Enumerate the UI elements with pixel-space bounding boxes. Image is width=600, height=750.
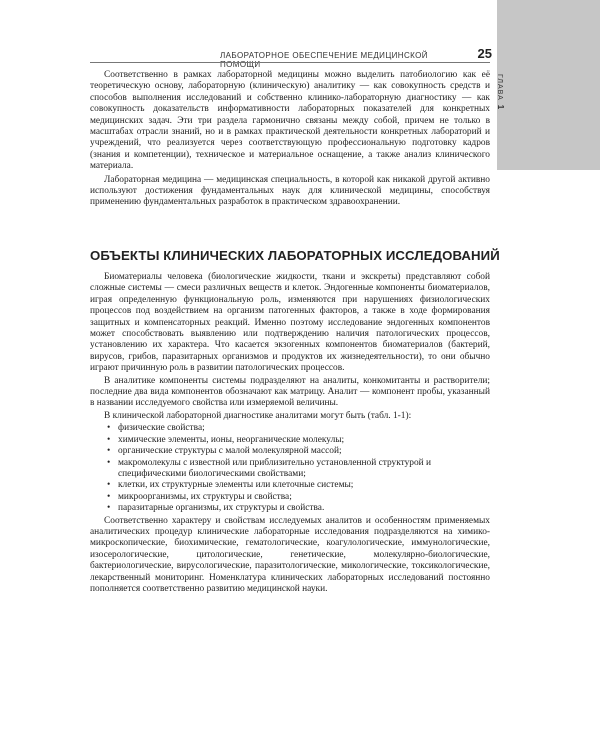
list-item: • макромолекулы с известной или приблизительно установленной структурой и специфическими биологическими свойствами; [118,458,490,481]
paragraph: Соответственно в рамках лабораторной медицины можно выделить патобиологию как её теоретическую основу, лабораторную (клиническую) аналитику — как совокупность средств и способов выполнения исследований и собственно клинико-лабораторную диагностику — как совокупность доказательств информативности лабораторных показателей для конкретных медицинских задач. Эти три раздела гармонично связаны между собой, причем не только в масштабах отрасли знаний, но и в рамках практической деятельности конкретных лабораторий и учреждений, что реализуется через соответствующую профессиональную подготовку кадров (знания и компетенции), техническое и материальное оснащение, а также анализ клинического материала. [90,70,490,172]
chapter-tab [497,0,600,170]
list-item: • физические свойства; [118,423,490,434]
chapter-tab-label [496,74,505,110]
chapter-label: ГЛАВА [496,74,503,101]
list-item: • органические структуры с малой молекулярной массой; [118,446,490,457]
list-item: • паразитарные организмы, их структуры и свойства. [118,503,490,514]
running-header [220,46,492,69]
intro-text [90,70,490,211]
list-item: • химические элементы, ионы, неорганические молекулы; [118,435,490,446]
list-item: • микроорганизмы, их структуры и свойства; [118,492,490,503]
paragraph: В клинической лабораторной диагностике аналитами могут быть (табл. 1-1): [104,410,412,421]
list-item: • клетки, их структурные элементы или клеточные системы; [118,480,490,491]
section-text [90,272,490,596]
analyte-list [90,423,490,514]
paragraph: В аналитике компоненты системы подразделяют на аналиты, конкомитанты и растворители; последние два вида компонентов обозначают как матрицу. Аналит — компонент пробы, указанный в названии исследуемого свойства или измеряемой величины. [90,375,490,409]
paragraph: Соответственно характеру и свойствам исследуемых аналитов и особенностям применяемых аналитических процедур клинические лабораторные исследования подразделяются на химико-микроскопические, биохимические, гематологические, коагулологические, иммунологические, изосерологические, цитологические, генетические, молекулярно-биологические, бактериологические, вирусологические, паразитологические, микологические, токсикологические, лекарственный мониторинг. Номенклатура клинических лабораторных исследований постоянно пополняется соответственно развитию медицинской науки. [90,515,490,594]
chapter-number: 1 [496,104,505,111]
paragraph: Биоматериалы человека (биологические жидкости, ткани и экскреты) представляют собой сложные системы — смеси различных веществ и клеток. Эндогенные компоненты биоматериалов, играя определенную функциональную роль, изменяются при нарушениях физиологических процессов под воздействием на организм патогенных факторов, а также в ходе формирования защитных и компенсаторных реакций. Именно поэтому исследование эндогенных компонентов может способствовать выявлению или подтверждению наличия патологических процессов, установлению их характера. Что касается экзогенных компонентов биоматериалов (бактерий, вирусов, грибов, паразитарных организмов и продуктов их жизнедеятельности), то они обычно играют причинную роль в развитии патологических процессов. [90,272,490,374]
page-number: 25 [477,46,492,61]
running-title: ЛАБОРАТОРНОЕ ОБЕСПЕЧЕНИЕ МЕДИЦИНСКОЙ ПОМОЩИ [220,51,428,69]
header-rule [90,62,490,63]
paragraph: Лабораторная медицина — медицинская специальность, в которой как никакой другой активно используют достижения фундаментальных наук для клинической медицины, способствуя применению фундаментальных разработок в практическом здравоохранении. [90,174,490,208]
section-heading: ОБЪЕКТЫ КЛИНИЧЕСКИХ ЛАБОРАТОРНЫХ ИССЛЕДОВАНИЙ [90,248,500,263]
